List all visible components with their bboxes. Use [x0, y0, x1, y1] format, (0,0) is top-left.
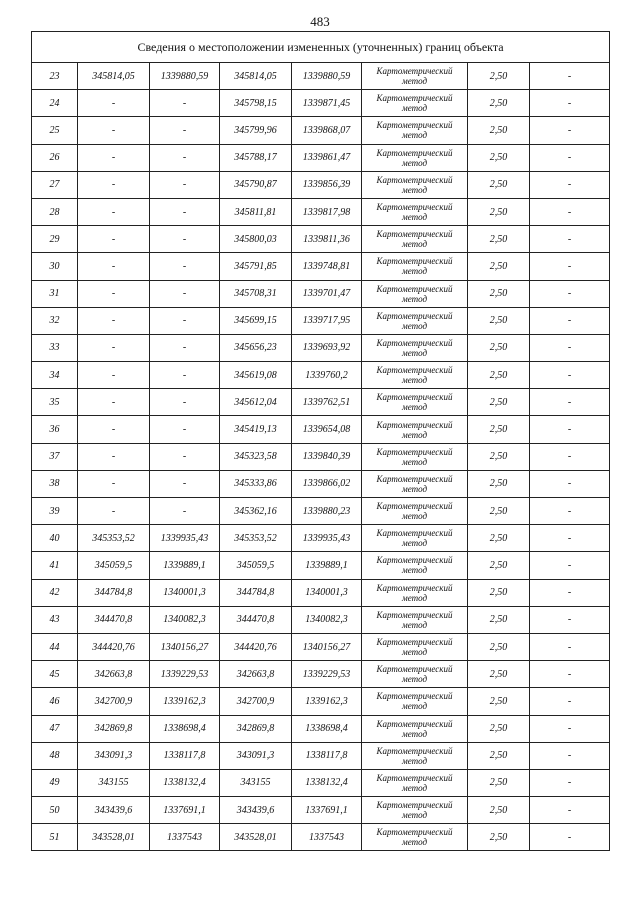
table-row [32, 253, 610, 280]
point-number-cell: 48 [32, 742, 78, 769]
existing-y-cell: 1338132,4 [150, 769, 220, 796]
new-x-cell: 345362,16 [220, 498, 292, 525]
table-row [32, 362, 610, 389]
existing-y-cell: - [150, 307, 220, 334]
point-number-cell: 24 [32, 90, 78, 117]
table-row [32, 90, 610, 117]
existing-x-cell: 342700,9 [78, 688, 150, 715]
description-cell: - [530, 498, 610, 525]
new-x-cell: 343091,3 [220, 742, 292, 769]
determination-method-cell: Картометрический метод [362, 389, 468, 416]
existing-x-cell: 344420,76 [78, 633, 150, 660]
existing-x-cell: - [78, 90, 150, 117]
table-row [32, 633, 610, 660]
accuracy-cell: 2,50 [468, 280, 530, 307]
table-row [32, 769, 610, 796]
description-cell: - [530, 416, 610, 443]
accuracy-cell: 2,50 [468, 416, 530, 443]
accuracy-cell: 2,50 [468, 389, 530, 416]
point-number-cell: 34 [32, 362, 78, 389]
existing-x-cell: 342663,8 [78, 661, 150, 688]
table-row [32, 797, 610, 824]
table-row [32, 661, 610, 688]
determination-method-cell: Картометрический метод [362, 742, 468, 769]
point-number-cell: 43 [32, 606, 78, 633]
new-y-cell: 1339935,43 [292, 525, 362, 552]
existing-x-cell: - [78, 307, 150, 334]
description-cell: - [530, 715, 610, 742]
existing-x-cell: 342869,8 [78, 715, 150, 742]
point-number-cell: 42 [32, 579, 78, 606]
accuracy-cell: 2,50 [468, 661, 530, 688]
determination-method-cell: Картометрический метод [362, 470, 468, 497]
new-y-cell: 1339871,45 [292, 90, 362, 117]
existing-x-cell: 344784,8 [78, 579, 150, 606]
table-row [32, 742, 610, 769]
existing-x-cell: 345814,05 [78, 63, 150, 90]
table-row [32, 144, 610, 171]
determination-method-cell: Картометрический метод [362, 253, 468, 280]
new-y-cell: 1339717,95 [292, 307, 362, 334]
description-cell: - [530, 470, 610, 497]
existing-x-cell: - [78, 416, 150, 443]
determination-method-cell: Картометрический метод [362, 307, 468, 334]
new-x-cell: 342869,8 [220, 715, 292, 742]
new-x-cell: 345323,58 [220, 443, 292, 470]
new-y-cell: 1340156,27 [292, 633, 362, 660]
description-cell: - [530, 606, 610, 633]
determination-method-cell: Картометрический метод [362, 63, 468, 90]
description-cell: - [530, 579, 610, 606]
accuracy-cell: 2,50 [468, 171, 530, 198]
description-cell: - [530, 525, 610, 552]
existing-y-cell: - [150, 90, 220, 117]
existing-x-cell: 343528,01 [78, 824, 150, 851]
existing-x-cell: - [78, 470, 150, 497]
determination-method-cell: Картометрический метод [362, 443, 468, 470]
new-y-cell: 1339817,98 [292, 198, 362, 225]
new-y-cell: 1339811,36 [292, 226, 362, 253]
new-x-cell: 345612,04 [220, 389, 292, 416]
description-cell: - [530, 362, 610, 389]
existing-y-cell: 1338117,8 [150, 742, 220, 769]
existing-y-cell: 1338698,4 [150, 715, 220, 742]
existing-y-cell: - [150, 470, 220, 497]
existing-y-cell: 1337543 [150, 824, 220, 851]
description-cell: - [530, 90, 610, 117]
new-x-cell: 345814,05 [220, 63, 292, 90]
boundary-coordinates-table [31, 31, 610, 851]
new-y-cell: 1339856,39 [292, 171, 362, 198]
new-y-cell: 1338117,8 [292, 742, 362, 769]
existing-x-cell: 343439,6 [78, 797, 150, 824]
table-row [32, 280, 610, 307]
new-y-cell: 1338698,4 [292, 715, 362, 742]
accuracy-cell: 2,50 [468, 362, 530, 389]
point-number-cell: 36 [32, 416, 78, 443]
existing-y-cell: - [150, 144, 220, 171]
existing-y-cell: 1339935,43 [150, 525, 220, 552]
accuracy-cell: 2,50 [468, 606, 530, 633]
accuracy-cell: 2,50 [468, 688, 530, 715]
new-y-cell: 1339748,81 [292, 253, 362, 280]
point-number-cell: 37 [32, 443, 78, 470]
new-x-cell: 342700,9 [220, 688, 292, 715]
existing-x-cell: - [78, 334, 150, 361]
description-cell: - [530, 797, 610, 824]
determination-method-cell: Картометрический метод [362, 416, 468, 443]
determination-method-cell: Картометрический метод [362, 715, 468, 742]
accuracy-cell: 2,50 [468, 633, 530, 660]
new-y-cell: 1339868,07 [292, 117, 362, 144]
new-x-cell: 345419,13 [220, 416, 292, 443]
determination-method-cell: Картометрический метод [362, 797, 468, 824]
point-number-cell: 44 [32, 633, 78, 660]
point-number-cell: 46 [32, 688, 78, 715]
point-number-cell: 31 [32, 280, 78, 307]
determination-method-cell: Картометрический метод [362, 606, 468, 633]
new-x-cell: 345811,81 [220, 198, 292, 225]
table-row [32, 171, 610, 198]
new-y-cell: 1339762,51 [292, 389, 362, 416]
determination-method-cell: Картометрический метод [362, 769, 468, 796]
existing-y-cell: 1339229,53 [150, 661, 220, 688]
point-number-cell: 39 [32, 498, 78, 525]
existing-x-cell: - [78, 253, 150, 280]
point-number-cell: 30 [32, 253, 78, 280]
determination-method-cell: Картометрический метод [362, 688, 468, 715]
existing-x-cell: - [78, 362, 150, 389]
accuracy-cell: 2,50 [468, 769, 530, 796]
accuracy-cell: 2,50 [468, 552, 530, 579]
determination-method-cell: Картометрический метод [362, 579, 468, 606]
new-x-cell: 345699,15 [220, 307, 292, 334]
point-number-cell: 29 [32, 226, 78, 253]
accuracy-cell: 2,50 [468, 90, 530, 117]
table-row [32, 334, 610, 361]
new-y-cell: 1340001,3 [292, 579, 362, 606]
new-y-cell: 1339701,47 [292, 280, 362, 307]
existing-y-cell: - [150, 226, 220, 253]
new-y-cell: 1339861,47 [292, 144, 362, 171]
existing-y-cell: - [150, 498, 220, 525]
new-y-cell: 1337691,1 [292, 797, 362, 824]
description-cell: - [530, 688, 610, 715]
existing-x-cell: - [78, 498, 150, 525]
accuracy-cell: 2,50 [468, 470, 530, 497]
existing-y-cell: - [150, 198, 220, 225]
accuracy-cell: 2,50 [468, 117, 530, 144]
point-number-cell: 40 [32, 525, 78, 552]
table-row [32, 824, 610, 851]
table-row [32, 117, 610, 144]
existing-y-cell: - [150, 334, 220, 361]
existing-y-cell: 1340082,3 [150, 606, 220, 633]
accuracy-cell: 2,50 [468, 498, 530, 525]
new-x-cell: 345059,5 [220, 552, 292, 579]
new-x-cell: 343155 [220, 769, 292, 796]
point-number-cell: 23 [32, 63, 78, 90]
new-x-cell: 345800,03 [220, 226, 292, 253]
determination-method-cell: Картометрический метод [362, 498, 468, 525]
existing-y-cell: - [150, 362, 220, 389]
determination-method-cell: Картометрический метод [362, 362, 468, 389]
new-y-cell: 1339880,23 [292, 498, 362, 525]
point-number-cell: 38 [32, 470, 78, 497]
description-cell: - [530, 198, 610, 225]
table-row [32, 307, 610, 334]
description-cell: - [530, 389, 610, 416]
accuracy-cell: 2,50 [468, 797, 530, 824]
point-number-cell: 49 [32, 769, 78, 796]
description-cell: - [530, 552, 610, 579]
description-cell: - [530, 443, 610, 470]
accuracy-cell: 2,50 [468, 742, 530, 769]
description-cell: - [530, 63, 610, 90]
existing-y-cell: 1337691,1 [150, 797, 220, 824]
new-y-cell: 1339229,53 [292, 661, 362, 688]
accuracy-cell: 2,50 [468, 307, 530, 334]
accuracy-cell: 2,50 [468, 63, 530, 90]
table-row [32, 443, 610, 470]
determination-method-cell: Картометрический метод [362, 171, 468, 198]
point-number-cell: 51 [32, 824, 78, 851]
accuracy-cell: 2,50 [468, 525, 530, 552]
new-y-cell: 1339693,92 [292, 334, 362, 361]
table-row [32, 198, 610, 225]
determination-method-cell: Картометрический метод [362, 661, 468, 688]
accuracy-cell: 2,50 [468, 824, 530, 851]
table-row [32, 606, 610, 633]
table-row [32, 688, 610, 715]
description-cell: - [530, 824, 610, 851]
new-y-cell: 1339760,2 [292, 362, 362, 389]
accuracy-cell: 2,50 [468, 144, 530, 171]
existing-x-cell: - [78, 226, 150, 253]
determination-method-cell: Картометрический метод [362, 280, 468, 307]
existing-y-cell: - [150, 389, 220, 416]
existing-y-cell: 1339889,1 [150, 552, 220, 579]
table-row [32, 226, 610, 253]
existing-x-cell: - [78, 117, 150, 144]
existing-x-cell: 344470,8 [78, 606, 150, 633]
determination-method-cell: Картометрический метод [362, 198, 468, 225]
new-x-cell: 345656,23 [220, 334, 292, 361]
description-cell: - [530, 633, 610, 660]
determination-method-cell: Картометрический метод [362, 226, 468, 253]
table-row [32, 552, 610, 579]
existing-x-cell: - [78, 389, 150, 416]
accuracy-cell: 2,50 [468, 334, 530, 361]
new-x-cell: 345798,15 [220, 90, 292, 117]
existing-y-cell: 1339880,59 [150, 63, 220, 90]
table-row [32, 63, 610, 90]
determination-method-cell: Картометрический метод [362, 824, 468, 851]
accuracy-cell: 2,50 [468, 443, 530, 470]
existing-y-cell: 1340001,3 [150, 579, 220, 606]
accuracy-cell: 2,50 [468, 226, 530, 253]
page-number: 483 [310, 14, 330, 29]
existing-x-cell: - [78, 144, 150, 171]
determination-method-cell: Картометрический метод [362, 90, 468, 117]
table-row [32, 470, 610, 497]
table-title-row [32, 32, 610, 63]
accuracy-cell: 2,50 [468, 198, 530, 225]
description-cell: - [530, 661, 610, 688]
new-x-cell: 344420,76 [220, 633, 292, 660]
new-x-cell: 344784,8 [220, 579, 292, 606]
table-row [32, 389, 610, 416]
existing-x-cell: - [78, 280, 150, 307]
point-number-cell: 32 [32, 307, 78, 334]
point-number-cell: 47 [32, 715, 78, 742]
point-number-cell: 45 [32, 661, 78, 688]
new-x-cell: 343528,01 [220, 824, 292, 851]
new-x-cell: 345790,87 [220, 171, 292, 198]
table-row [32, 525, 610, 552]
existing-y-cell: - [150, 443, 220, 470]
existing-y-cell: - [150, 117, 220, 144]
description-cell: - [530, 307, 610, 334]
point-number-cell: 25 [32, 117, 78, 144]
new-y-cell: 1339889,1 [292, 552, 362, 579]
existing-x-cell: - [78, 443, 150, 470]
determination-method-cell: Картометрический метод [362, 525, 468, 552]
description-cell: - [530, 226, 610, 253]
new-y-cell: 1339162,3 [292, 688, 362, 715]
determination-method-cell: Картометрический метод [362, 633, 468, 660]
new-y-cell: 1340082,3 [292, 606, 362, 633]
determination-method-cell: Картометрический метод [362, 334, 468, 361]
existing-y-cell: - [150, 171, 220, 198]
accuracy-cell: 2,50 [468, 253, 530, 280]
point-number-cell: 26 [32, 144, 78, 171]
table-row [32, 416, 610, 443]
description-cell: - [530, 334, 610, 361]
table-title: Сведения о местоположении измененных (уточненных) границ объекта [32, 32, 610, 63]
new-x-cell: 345708,31 [220, 280, 292, 307]
existing-x-cell: - [78, 171, 150, 198]
new-x-cell: 343439,6 [220, 797, 292, 824]
determination-method-cell: Картометрический метод [362, 552, 468, 579]
new-x-cell: 345791,85 [220, 253, 292, 280]
point-number-cell: 33 [32, 334, 78, 361]
determination-method-cell: Картометрический метод [362, 144, 468, 171]
existing-x-cell: - [78, 198, 150, 225]
new-y-cell: 1339866,02 [292, 470, 362, 497]
new-y-cell: 1339880,59 [292, 63, 362, 90]
new-y-cell: 1339654,08 [292, 416, 362, 443]
table-row [32, 579, 610, 606]
description-cell: - [530, 253, 610, 280]
existing-y-cell: - [150, 280, 220, 307]
point-number-cell: 35 [32, 389, 78, 416]
new-x-cell: 342663,8 [220, 661, 292, 688]
new-x-cell: 345799,96 [220, 117, 292, 144]
existing-x-cell: 345353,52 [78, 525, 150, 552]
new-y-cell: 1337543 [292, 824, 362, 851]
description-cell: - [530, 742, 610, 769]
accuracy-cell: 2,50 [468, 715, 530, 742]
new-x-cell: 345788,17 [220, 144, 292, 171]
table-row [32, 715, 610, 742]
existing-y-cell: - [150, 416, 220, 443]
new-y-cell: 1338132,4 [292, 769, 362, 796]
new-x-cell: 345619,08 [220, 362, 292, 389]
existing-x-cell: 345059,5 [78, 552, 150, 579]
point-number-cell: 50 [32, 797, 78, 824]
new-x-cell: 344470,8 [220, 606, 292, 633]
point-number-cell: 27 [32, 171, 78, 198]
existing-y-cell: - [150, 253, 220, 280]
existing-y-cell: 1340156,27 [150, 633, 220, 660]
existing-y-cell: 1339162,3 [150, 688, 220, 715]
description-cell: - [530, 769, 610, 796]
accuracy-cell: 2,50 [468, 579, 530, 606]
description-cell: - [530, 171, 610, 198]
new-y-cell: 1339840,39 [292, 443, 362, 470]
point-number-cell: 41 [32, 552, 78, 579]
table-row [32, 498, 610, 525]
new-x-cell: 345333,86 [220, 470, 292, 497]
existing-x-cell: 343155 [78, 769, 150, 796]
point-number-cell: 28 [32, 198, 78, 225]
description-cell: - [530, 117, 610, 144]
description-cell: - [530, 280, 610, 307]
description-cell: - [530, 144, 610, 171]
determination-method-cell: Картометрический метод [362, 117, 468, 144]
existing-x-cell: 343091,3 [78, 742, 150, 769]
new-x-cell: 345353,52 [220, 525, 292, 552]
